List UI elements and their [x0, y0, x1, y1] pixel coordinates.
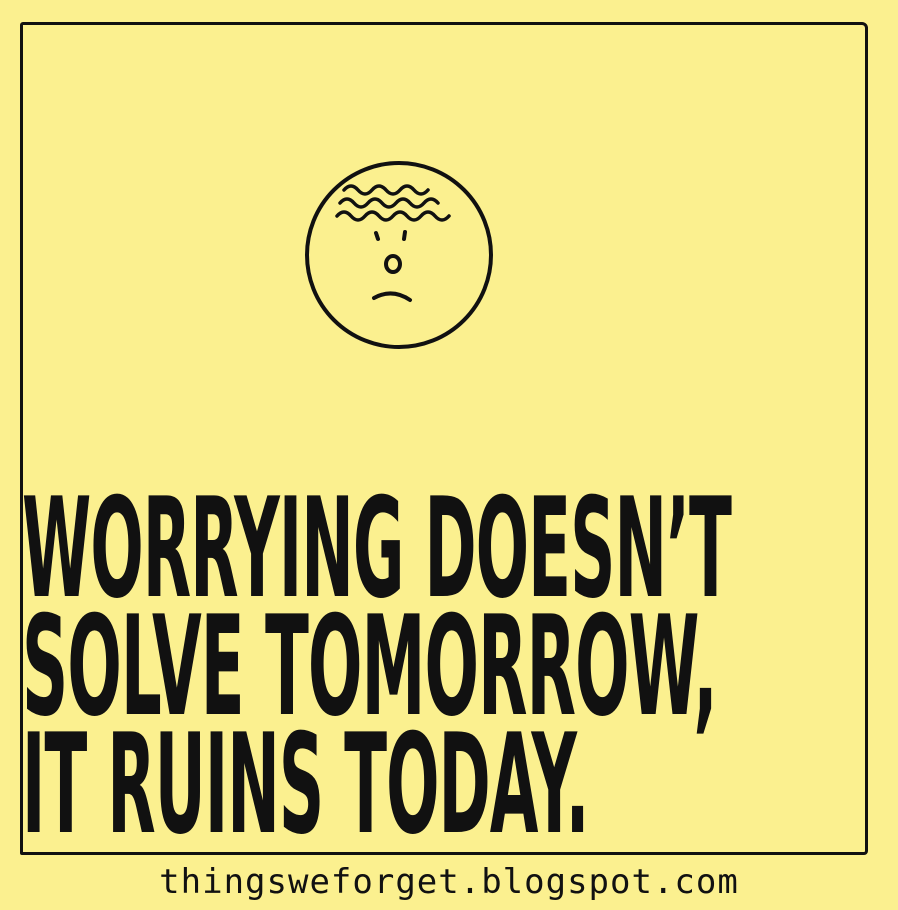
blog-credit: thingsweforget.blogspot.com	[159, 862, 739, 902]
frown	[374, 293, 410, 300]
worried-face-drawing	[304, 160, 494, 350]
hair-wave	[344, 186, 428, 194]
hair-wave	[337, 212, 449, 220]
open-mouth	[386, 256, 400, 272]
quote-line-2: SOLVE TOMORROW,	[22, 586, 717, 747]
quote-text	[22, 468, 882, 865]
right-eye	[404, 232, 405, 239]
quote-line-3: IT RUINS TODAY.	[22, 704, 589, 865]
hair-wave	[340, 199, 438, 207]
quote-line-1: WORRYING DOESN’T	[22, 468, 731, 629]
left-eye	[376, 233, 378, 239]
